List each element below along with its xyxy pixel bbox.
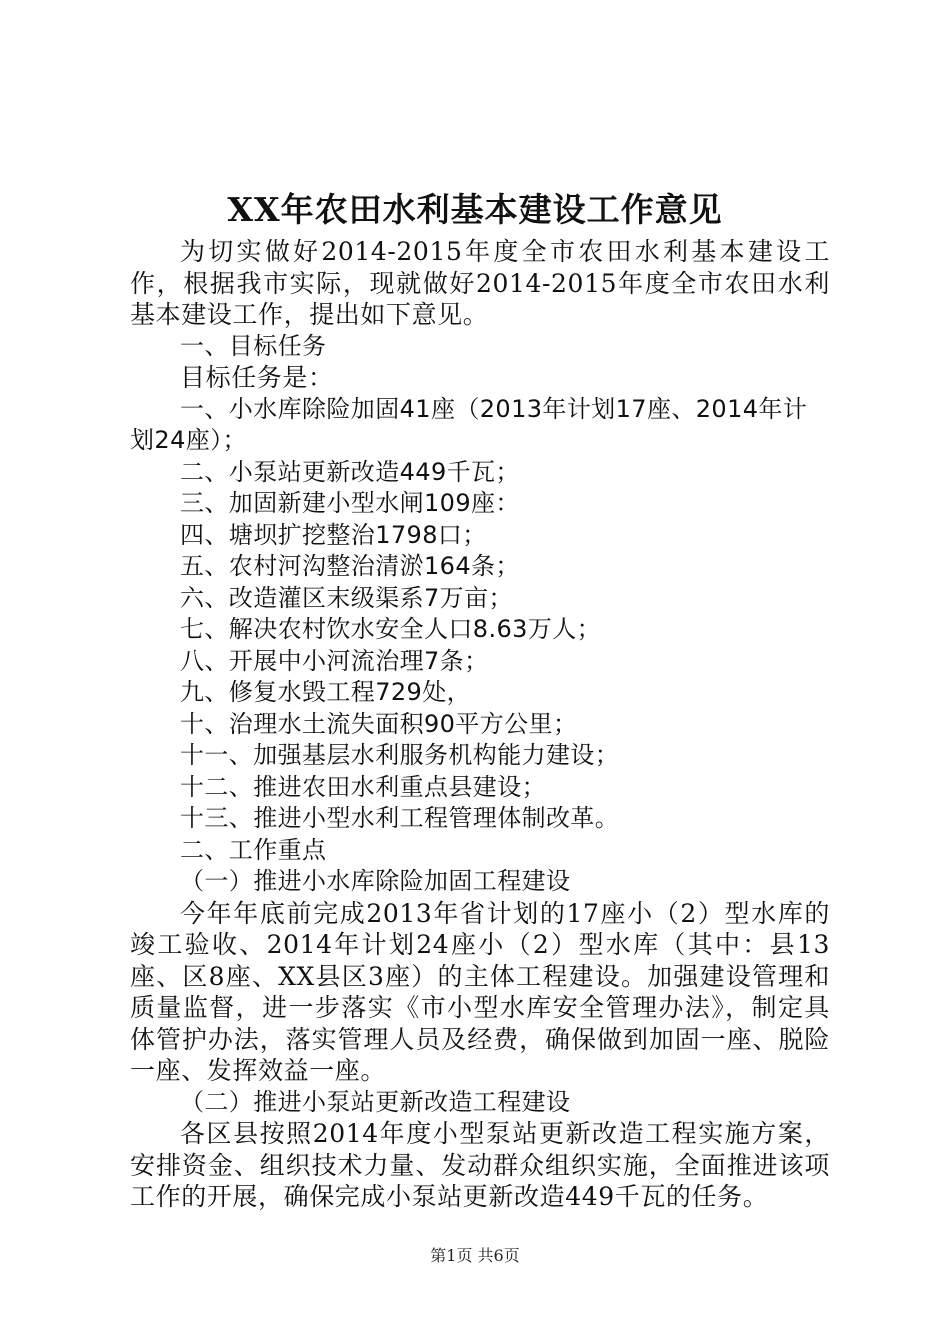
document-title: XX年农田水利基本建设工作意见 [227,190,723,229]
target-item: 三、加固新建小型水闸109座： [180,489,520,517]
target-item: 十三、推进小型水利工程管理体制改革。 [180,804,620,832]
intro-paragraph: 为切实做好2014-2015年度全市农田水利基本建设工作，根据我市实际，现就做好2014-2015年度全市农田水利基本建设工作，提出如下意见。 [130,237,830,329]
document-body [130,236,830,1213]
target-item: 七、解决农村饮水安全人口8.63万人； [180,615,602,643]
page-number-footer: 第1页 共6页 [430,1246,520,1265]
section-heading-priorities: 二、工作重点 [180,835,327,864]
subsection-paragraph-pump-station: 各区县按照2014年度小型泵站更新改造工程实施方案，安排资金、组织技术力量、发动群众组织实施，全面推进该项工作的开展，确保完成小泵站更新改造449千瓦的任务。 [130,1119,830,1211]
targets-lead: 目标任务是： [180,363,334,392]
target-item: 二、小泵站更新改造449千瓦； [180,457,520,486]
target-item: 九、修复水毁工程729处， [180,678,472,706]
target-item: 六、改造灌区末级渠系7万亩； [180,583,513,612]
subsection-paragraph-reservoir: 今年年底前完成2013年省计划的17座小（2）型水库的竣工验收、2014年计划24座小（2）型水库（其中：县13座、区8座、XX县区3座）的主体工程建设。加强建设管理和质量监督，进一步落实《市小型水库安全管理办法》，制定具体管护办法，落实管理人员及经费，确保做到加固一座、脱险一座、发挥效益一座。 [130,898,830,1085]
target-item: 十、治理水土流失面积90平方公里； [180,709,578,738]
target-item: 十一、加强基层水利服务机构能力建设； [180,741,620,769]
target-item: 八、开展中小河流治理7条； [180,646,489,675]
target-item: 十二、推进农田水利重点县建设； [180,772,546,801]
subsection-heading-pump-station: （二）推进小泵站更新改造工程建设 [180,1087,571,1116]
target-item: 四、塘坝扩挖整治1798口； [180,520,487,549]
subsection-heading-reservoir: （一）推进小水库除险加固工程建设 [180,867,571,895]
target-item: 一、小水库除险加固41座（2013年计划17座、2014年计划24座）； [130,394,808,454]
targets-list [130,394,830,835]
section-heading-targets: 一、目标任务 [180,331,327,360]
target-item: 五、农村河沟整治清淤164条； [180,552,520,580]
